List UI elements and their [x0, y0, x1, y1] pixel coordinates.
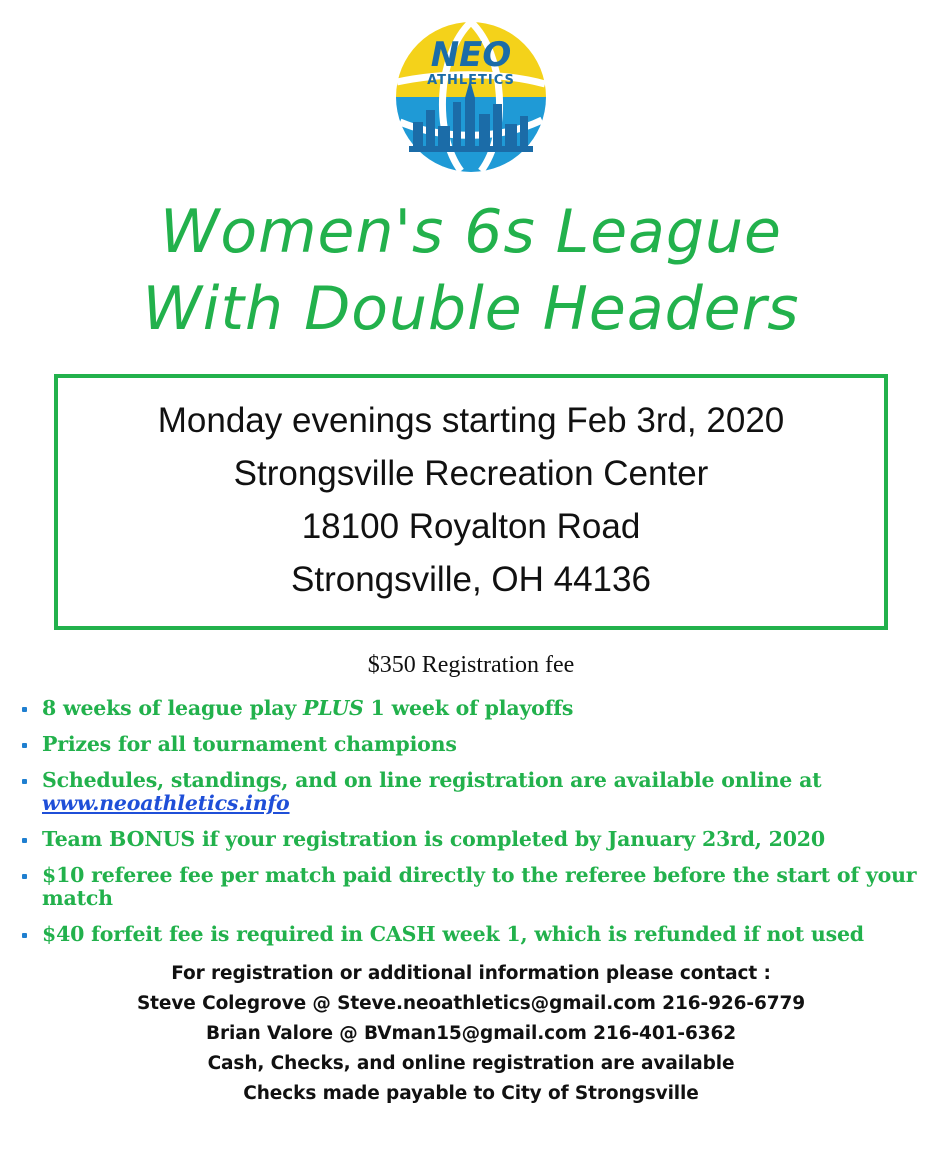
logo-neo-text: NEO — [430, 35, 512, 75]
bullet-text-emph: PLUS — [303, 696, 364, 721]
checks-payable: Checks made payable to City of Strongsville — [243, 1082, 699, 1104]
logo-athletics-text: ATHLETICS — [427, 73, 515, 88]
list-item — [14, 697, 922, 720]
info-line-venue: Strongsville Recreation Center — [233, 453, 709, 493]
list-item — [14, 864, 922, 910]
list-item — [14, 733, 922, 756]
bullet-text-pre: $40 forfeit fee is required in CASH week 1, which is refunded if not used — [42, 922, 864, 947]
bullet-text-pre: Schedules, standings, and on line registration are available online at — [42, 768, 822, 793]
details-list — [0, 697, 942, 946]
bullet-text-pre: 8 weeks of league play — [42, 696, 304, 721]
bullet-text-pre: Team BONUS if your registration is completed by January 23rd, 2020 — [42, 827, 825, 852]
logo-container — [0, 0, 942, 180]
contact-brian: Brian Valore @ BVman15@gmail.com 216-401-6362 — [205, 1022, 737, 1044]
contact-intro: For registration or additional information please contact : — [171, 962, 771, 984]
registration-fee: $350 Registration fee — [367, 652, 575, 679]
title-line-1: Women's 6s League — [160, 197, 782, 267]
title-line-2: With Double Headers — [142, 273, 800, 344]
neo-athletics-logo — [373, 14, 569, 180]
list-item — [14, 923, 922, 946]
info-line-date: Monday evenings starting Feb 3rd, 2020 — [157, 400, 785, 440]
list-item — [14, 769, 922, 815]
info-line-street: 18100 Royalton Road — [301, 506, 641, 546]
bullet-text-pre: Prizes for all tournament champions — [42, 732, 457, 757]
bullet-text-pre: $10 referee fee per match paid directly to the referee before the start of your match — [42, 863, 917, 911]
list-item — [14, 828, 922, 851]
payment-methods: Cash, Checks, and online registration are available — [207, 1052, 735, 1074]
neoathletics-website-link[interactable]: www.neoathletics.info — [42, 791, 290, 816]
event-info-box — [54, 374, 888, 631]
info-line-city: Strongsville, OH 44136 — [291, 560, 651, 600]
contact-steve: Steve Colegrove @ Steve.neoathletics@gmail.com 216-926-6779 — [136, 992, 806, 1014]
contact-block — [0, 959, 942, 1109]
bullet-text-post: 1 week of playoffs — [363, 696, 574, 721]
page-title — [0, 194, 942, 348]
